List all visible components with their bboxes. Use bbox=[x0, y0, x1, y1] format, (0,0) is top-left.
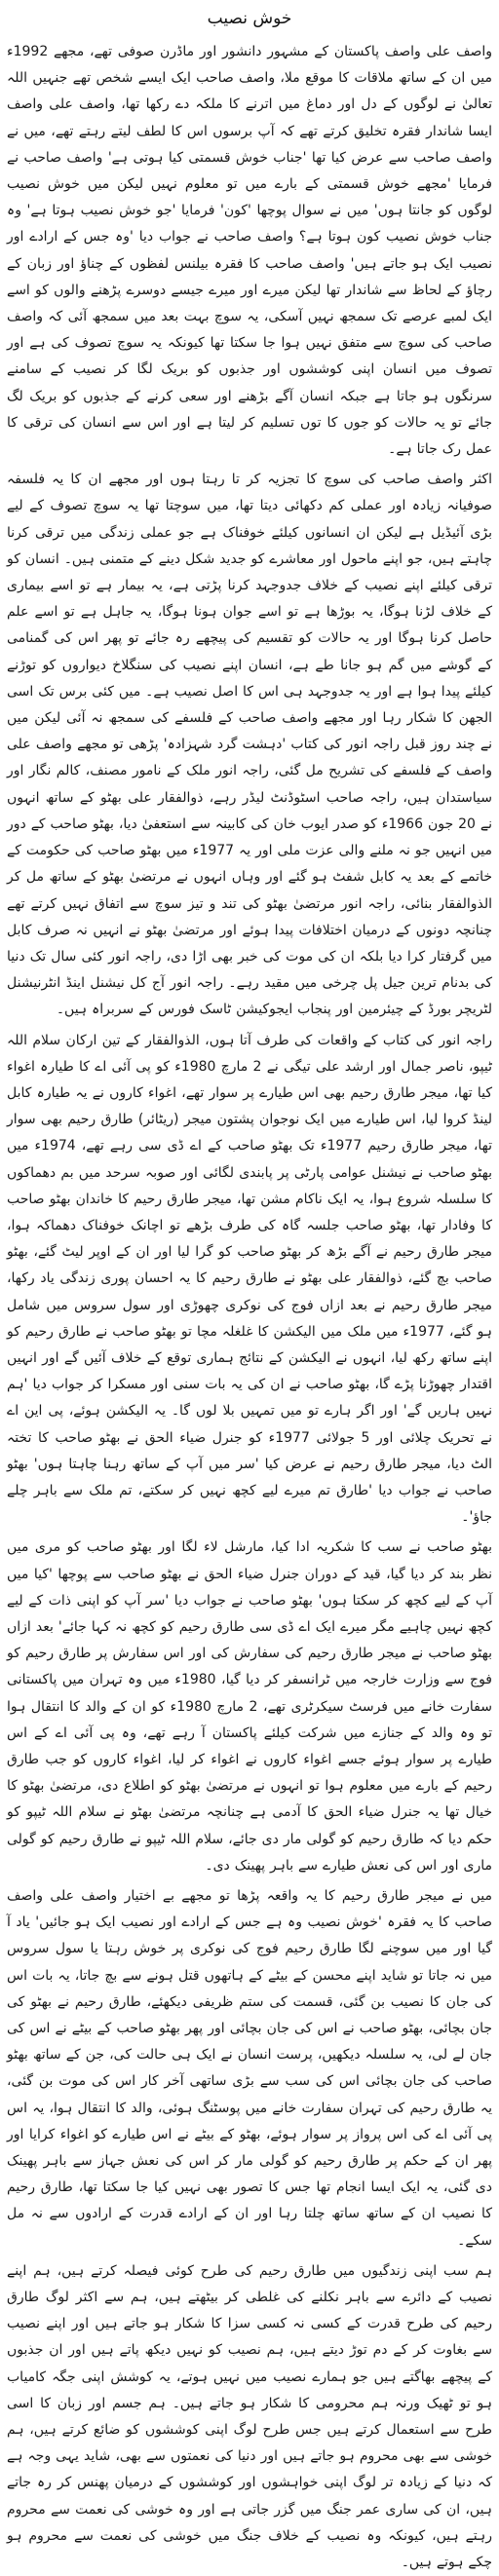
article-paragraph: واصف علی واصف پاکستان کے مشہور دانشور اور ماڈرن صوفی تھے، مجھے 1992ء میں ان کے ساتھ ملاقات کا موقع ملا، واصف صاحب ایک ایسے شخص تھے جنہیں اللہ تعالیٰ نے لوگوں کے دل اور دماغ میں اترنے کا ملکہ دے رکھا تھا، واصف علی واصف ایسا شاندار فقرہ تخلیق کرتے تھے کہ آپ برسوں اس کا لطف لیتے رہتے تھے، میں نے واصف صاحب سے عرض کیا تھا 'جناب خوش قسمتی کیا ہوتی ہے' واصف صاحب نے فرمایا 'مجھے خوش قسمتی کے بارے میں تو معلوم نہیں لیکن میں خوش نصیب لوگوں کو جانتا ہوں' میں نے سوال پوچھا 'کون' فرمایا 'جو خوش نصیب ہوتا ہے' وہ جناب خوش نصیب کون ہوتا ہے؟ واصف صاحب نے جواب دیا 'وہ جس کے ارادے اور نصیب ایک ہو جاتے ہیں' واصف صاحب کا فقرہ بیلنس لفظوں کے چناؤ اور زبان کے رچاؤ کے لحاظ سے شاندار تھا لیکن میرے اور میرے جیسے دوسرے پڑھنے والوں کو اسے ایک لمبے عرصے تک سمجھ نہیں آسکی، یہ سوچ بہت بعد میں سمجھ آئی کہ واصف صاحب کی سوچ سے متفق نہیں ہوا جا سکتا تھا کیونکہ یہ سوچ تصوف کی ہے اور تصوف میں انسان اپنی کوششوں اور جذبوں کو بریک لگا کر نصیب کے سامنے سرنگوں ہو جاتا ہے جبکہ انسان آگے بڑھنے اور سعی کرنے کے جذبوں کو بریک لگ جائے تو یہ حالات کو جوں کا توں تسلیم کر لیتا ہے اور اس سے انسان کی ترقی کا عمل رک جاتا ہے۔ bbox=[7, 44, 492, 458]
article-paragraph: میں نے میجر طارق رحیم کا یہ واقعہ پڑھا تو مجھے بے اختیار واصف علی واصف صاحب کا یہ فقرہ 'خوش نصیب وہ ہے جس کے ارادے اور نصیب ایک ہو جائیں' یاد آ گیا اور میں سوچنے لگا طارق رحیم فوج کی نوکری پر خوش رہتا یا سول سروس میں نہ جاتا تو شاید اپنے محسن کے بیٹے کے ہاتھوں قتل ہونے سے بچ جاتا، یہ بات اس کی جان کا نصیب بن گئی، قسمت کی ستم ظریفی دیکھئے، طارق رحیم نے بھٹو کی جان بچائی، بھٹو صاحب نے اس کی جان بچائی اور پھر بھٹو صاحب کے بیٹے نے اس کی جان لے لی، یہ سلسلہ دیکھیں، پرست انسان نے ایک ہی حالت کی، جن کے ساتھ بھٹو صاحب کی جان بچائی اس کی سب سے بڑی ساتھی آخر کار اس کی موت بن گئی، یہ طارق رحیم کی تہران سفارت خانے میں پوسٹنگ ہوئی، والد کا انتقال ہوا، یہ اس پی آئی اے کی اس پرواز پر سوار ہوئے، بھٹو کے بیٹے نے اس طیارے کو اغواء کرایا اور پھر ان کے حکم پر طارق رحیم کو گولی مار کر اس کی نعش جہاز سے باہر پھینک دی گئی، یہ ایک ایسا انجام تھا جس کا تصور بھی نہیں کیا جا سکتا تھا، طارق رحیم کا نصیب ان کے ساتھ ساتھ چلتا رہا اور ان کے ارادے قدرت کے ارادوں سے نہ مل سکے۔ bbox=[7, 1888, 492, 2249]
article-paragraph: ہم سب اپنی زندگیوں میں طارق رحیم کی طرح کوئی فیصلہ کرتے ہیں، ہم اپنے نصیب کے دائرے سے باہر نکلنے کی غلطی کر بیٹھتے ہیں، ہم سے اکثر لوگ طارق رحیم کی طرح قدرت کے کسی نہ کسی سزا کا شکار ہو جاتے ہیں اور اپنے نصیب سے بغاوت کر کے دم توڑ دیتے ہیں، ہم نصیب کو نہیں دیکھ پاتے ہیں اور ان جذبوں کے پیچھے بھاگتے ہیں جو ہمارے نصیب میں نہیں ہوتے، یہ کوشش اپنی جگہ کامیاب ہو تو ٹھیک ورنہ ہم محرومی کا شکار ہو جاتے ہیں۔ ہم جسم اور زبان کا اسی طرح سے استعمال کرتے ہیں جس طرح لوگ اپنی کوششوں کو ضائع کرتے ہیں، ہم خوشی سے بھی محروم ہو جاتے ہیں اور دنیا کی نعمتوں سے بھی، شاید یہی وجہ ہے کہ دنیا کے زیادہ تر لوگ اپنی خواہشوں اور کوششوں کے درمیان پھنس کر رہ جاتے ہیں، ان کی ساری عمر جنگ میں گزر جاتی ہے اور وہ خوشی کی نعمت سے محروم رہتے ہیں، کیونکہ وہ نصیب کے خلاف جنگ میں خوشی کی نعمت سے محروم ہو چکے ہوتے ہیں۔ bbox=[7, 2262, 492, 2571]
article-paragraph: راجہ انور کی کتاب کے واقعات کی طرف آتا ہوں، الذوالفقار کے تین ارکان سلام اللہ ٹیپو، ناصر جمال اور ارشد علی تیگی نے 2 مارچ 1980ء کو پی آئی اے کا طیارہ اغواء کیا تھا، میجر طارق رحیم بھی اس طیارے پر سوار تھے، اغواء کاروں نے یہ طیارہ کابل لینڈ کروا لیا، اس طیارے میں ایک نوجوان پشتون میجر (ریٹائر) طارق رحیم بھی سوار تھا، میجر طارق رحیم 1977ء تک بھٹو صاحب کے اے ڈی سی رہے تھے، 1974ء میں بھٹو صاحب نے نیشنل عوامی پارٹی پر پابندی لگائی اور صوبہ سرحد میں بم دھماکوں کا سلسلہ شروع ہوا، یہ ایک ناکام مشن تھا، میجر طارق رحیم کا خاندان بھٹو صاحب کا وفادار تھا، بھٹو صاحب جلسہ گاہ کی طرف بڑھے تو اچانک خوفناک دھماکہ ہوا، میجر طارق رحیم نے آگے بڑھ کر بھٹو صاحب کو گرا لیا اور ان کے اوپر لیٹ گئے، بھٹو صاحب بچ گئے، ذوالفقار علی بھٹو نے طارق رحیم کا یہ احسان پوری زندگی یاد رکھا، میجر طارق رحیم نے بعد ازاں فوج کی نوکری چھوڑی اور سول سروس میں شامل ہو گئے، 1977ء میں ملک میں الیکشن کا غلغلہ مچا تو بھٹو صاحب نے طارق رحیم کو اپنے ساتھ رکھ لیا، انہوں نے الیکشن کے نتائج ہماری توقع کے خلاف آئیں گے اور انہیں اقتدار چھوڑنا پڑے گا، بھٹو صاحب نے ان کی یہ بات سنی اور مسکرا کر جواب دیا 'ہم نہیں ہاریں گے' اور اگر ہارے تو میں تمہیں بلا لوں گا۔ یہ الیکشن ہوئے، پی این اے نے تحریک چلائی اور 5 جولائی 1977ء کو جنرل ضیاء الحق نے بھٹو صاحب کا تختہ الٹ دیا، میجر طارق رحیم نے عرض کیا 'سر میں آپ کے ساتھ رہنا چاہتا ہوں' بھٹو صاحب نے جواب دیا 'طارق تم میرے لیے کچھ نہیں کر سکتے، تم ملک سے باہر چلے جاؤ'۔ bbox=[7, 1032, 493, 1526]
article-title: خوش نصیب bbox=[207, 9, 292, 28]
article-paragraph: بھٹو صاحب نے سب کا شکریہ ادا کیا، مارشل لاء لگا اور بھٹو صاحب کو مری میں نظر بند کر دیا گیا، قید کے دوران جنرل ضیاء الحق نے بھٹو صاحب سے پوچھا 'کیا میں آپ کے لیے کچھ کر سکتا ہوں' بھٹو صاحب نے جواب دیا 'سر آپ کو اپنی ذات کے لیے کچھ نہیں چاہیے مگر میرے ایک اے ڈی سی طارق رحیم کو کچھ نہ کہا جائے' بعد ازاں بھٹو صاحب نے میجر طارق رحیم کی سفارش کی اور اس سفارش پر طارق رحیم کو فوج سے وزارت خارجہ میں ٹرانسفر کر دیا گیا، 1980ء میں وہ تہران میں پاکستانی سفارت خانے میں فرسٹ سیکرٹری تھے، 2 مارچ 1980ء کو ان کے والد کا انتقال ہوا تو وہ والد کے جنازے میں شرکت کیلئے پاکستان آ رہے تھے، وہ پی آئی اے کے اس طیارے پر سوار ہوئے جسے اغواء کاروں نے اغواء کر لیا، اغواء کاروں کو جب طارق رحیم کے بارے میں معلوم ہوا تو انہوں نے مرتضیٰ بھٹو کو اطلاع دی، مرتضیٰ بھٹو کا خیال تھا یہ جنرل ضیاء الحق کا آدمی ہے چنانچہ مرتضیٰ بھٹو نے سلام اللہ ٹیپو کو حکم دیا کہ طارق رحیم کو گولی مار دی جائے، سلام اللہ ٹیپو نے طارق رحیم کو گولی ماری اور اس کی نعش طیارے سے باہر پھینک دی۔ bbox=[7, 1539, 492, 1874]
article-body bbox=[7, 39, 492, 2576]
article-paragraph: اکثر واصف صاحب کی سوچ کا تجزیہ کر تا رہتا ہوں اور مجھے ان کا یہ فلسفہ صوفیانہ زیادہ اور عملی کم دکھائی دیتا تھا، میں سوچتا تھا یہ سوچ تصوف کے لیے بڑی آئیڈیل ہے لیکن ان انسانوں کیلئے خوفناک ہے جو عملی زندگی میں ترقی کرنا چاہتے ہیں، جو اپنے ماحول اور معاشرے کو جدید شکل دینے کے متمنی ہیں۔ انسان کو ترقی کیلئے اپنے نصیب کے خلاف جدوجہد کرنا پڑتی ہے، یہ بیمار ہے تو اسے بیماری کے خلاف لڑنا ہوگا، یہ بوڑھا ہے تو اسے جوان ہونا ہوگا، یہ جاہل ہے تو اسے علم حاصل کرنا ہوگا اور یہ حالات کو تقسیم کی پیچھے رہ جائے تو پھر اس کی گمنامی کے گوشے میں گم ہو جانا طے ہے، انسان اپنے نصیب کی سنگلاخ دیواروں کو توڑنے کیلئے پیدا ہوا ہے اور یہ جدوجہد ہی اس کا اصل نصیب ہے۔ میں کئی برس تک اسی الجھن کا شکار رہا اور مجھے واصف صاحب کے فلسفے کی سمجھ نہ آئی لیکن میں نے چند روز قبل راجہ انور کی کتاب 'دہشت گرد شہزادہ' پڑھی تو مجھے واصف علی واصف کے فلسفے کی تشریح مل گئی، راجہ انور ملک کے نامور مصنف، کالم نگار اور سیاستدان ہیں، راجہ صاحب اسٹوڈنٹ لیڈر رہے، ذوالفقار علی بھٹو کے ساتھ انہوں نے 20 جون 1966ء کو صدر ایوب خان کی کابینہ سے استعفیٰ دیا، بھٹو صاحب کے دور میں انہیں جو نہ ملنے والی عزت ملی اور یہ 1977ء میں بھٹو صاحب کی حکومت کے خاتمے کے بعد یہ کابل شفٹ ہو گئے اور وہاں انہوں نے مرتضیٰ بھٹو کے ساتھ مل کر الذوالفقار بنائی، راجہ انور مرتضیٰ بھٹو کی تند و تیز سوچ سے اتفاق نہیں کرتے تھے چنانچہ دونوں کے درمیان اختلافات پیدا ہوئے اور مرتضیٰ بھٹو نے انہیں نہ صرف کابل میں گرفتار کرا دیا بلکہ ان کی موت کی خبر بھی اڑا دی، راجہ انور کئی سال تک دنیا کی بدنام ترین جیل پل چرخی میں مقید رہے۔ راجہ انور آج کل نیشنل اینڈ انٹرنیشنل لٹریچر بورڈ کے چیئرمین اور پنجاب ایجوکیشن ٹاسک فورس کے سربراہ ہیں۔ bbox=[7, 472, 493, 1018]
